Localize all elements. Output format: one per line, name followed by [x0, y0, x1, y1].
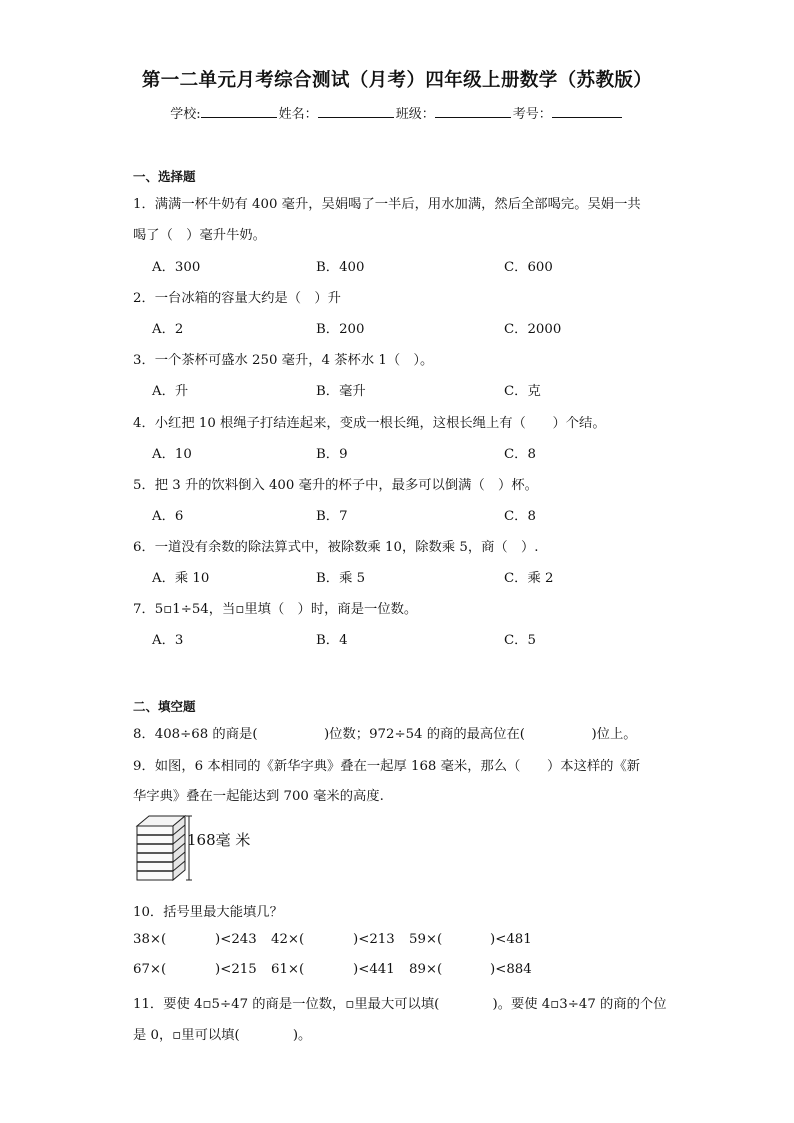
class-blank[interactable]	[435, 105, 511, 118]
id-blank[interactable]	[552, 105, 622, 118]
section-heading-choice: 一、选择题	[133, 169, 196, 184]
question-7: 7．5▫1÷54，当▫里填（ ）时，商是一位数。	[133, 602, 418, 617]
question-3-options	[152, 380, 712, 398]
question-8: 8．408÷68 的商是( )位数；972÷54 的商的最高位在( )位上。	[133, 727, 637, 742]
question-1-options	[152, 256, 712, 274]
option-b[interactable]: B．400	[316, 260, 365, 275]
expr-suffix: )<215	[215, 962, 257, 977]
question-1-line-2: 喝了（ ）毫升牛奶。	[133, 228, 266, 243]
question-5-options	[152, 505, 712, 523]
question-10-row-1	[133, 932, 693, 950]
student-info-line	[0, 103, 794, 122]
school-blank[interactable]	[201, 105, 277, 118]
id-label: 考号：	[512, 107, 552, 122]
question-9-line-2: 华字典》叠在一起能达到 700 毫米的高度.	[133, 789, 384, 804]
option-b[interactable]: B．7	[316, 509, 348, 524]
option-b[interactable]: B．9	[316, 447, 348, 462]
expr-suffix: )<243	[215, 932, 257, 947]
question-3: 3．一个茶杯可盛水 250 毫升，4 茶杯水 1（ ）。	[133, 353, 434, 368]
option-a[interactable]: A．乘 10	[152, 571, 210, 586]
question-2: 2．一台冰箱的容量大约是（ ）升	[133, 291, 341, 306]
expr-suffix: )<884	[490, 962, 532, 977]
question-11-line-1: 11．要使 4▫5÷47 的商是一位数，▫里最大可以填( )。要使 4▫3÷47 的商的个位	[133, 997, 667, 1012]
class-label: 班级：	[395, 107, 435, 122]
option-b[interactable]: B．4	[316, 633, 348, 648]
expr-prefix: 42×(	[271, 932, 305, 947]
question-10-row-2	[133, 962, 693, 980]
question-1-line-1: 1．满满一杯牛奶有 400 毫升，吴娟喝了一半后，用水加满，然后全部喝完。吴娟一共	[133, 197, 641, 212]
name-blank[interactable]	[318, 105, 394, 118]
expr-prefix: 61×(	[271, 962, 305, 977]
option-b[interactable]: B．200	[316, 322, 365, 337]
option-b[interactable]: B．乘 5	[316, 571, 366, 586]
question-6: 6．一道没有余数的除法算式中，被除数乘 10，除数乘 5，商（ ）.	[133, 540, 539, 555]
option-c[interactable]: C．8	[504, 509, 536, 524]
stacked-dictionaries-figure	[133, 812, 273, 882]
section-heading-fill: 二、填空题	[133, 699, 196, 714]
option-a[interactable]: A．2	[152, 322, 184, 337]
question-7-options	[152, 629, 712, 647]
question-6-options	[152, 567, 712, 585]
expr-prefix: 38×(	[133, 932, 167, 947]
option-a[interactable]: A．升	[152, 384, 189, 399]
question-2-options	[152, 318, 712, 336]
option-b[interactable]: B．毫升	[316, 384, 366, 399]
page-title: 第一二单元月考综合测试（月考）四年级上册数学（苏教版）	[141, 70, 653, 91]
expr-suffix: )<481	[490, 932, 532, 947]
expr-prefix: 89×(	[409, 962, 443, 977]
option-c[interactable]: C．乘 2	[504, 571, 554, 586]
option-c[interactable]: C．600	[504, 260, 553, 275]
question-11-line-2: 是 0，▫里可以填( )。	[133, 1028, 312, 1043]
option-c[interactable]: C．克	[504, 384, 541, 399]
option-a[interactable]: A．300	[152, 260, 201, 275]
expr-prefix: 59×(	[409, 932, 443, 947]
option-c[interactable]: C．8	[504, 447, 536, 462]
name-label: 姓名：	[278, 107, 318, 122]
option-a[interactable]: A．6	[152, 509, 184, 524]
expr-suffix: )<213	[353, 932, 395, 947]
question-9-line-1: 9．如图，6 本相同的《新华字典》叠在一起厚 168 毫米，那么（ ）本这样的《新	[133, 759, 641, 774]
option-c[interactable]: C．2000	[504, 322, 562, 337]
question-4-options	[152, 443, 712, 461]
expr-suffix: )<441	[353, 962, 395, 977]
expr-prefix: 67×(	[133, 962, 167, 977]
school-label: 学校:	[170, 107, 201, 122]
question-10-title: 10．括号里最大能填几？	[133, 905, 283, 920]
figure-height-label: 168毫 米	[187, 831, 251, 849]
question-4: 4．小红把 10 根绳子打结连起来，变成一根长绳，这根长绳上有（ ）个结。	[133, 416, 606, 431]
option-a[interactable]: A．10	[152, 447, 192, 462]
question-5: 5．把 3 升的饮料倒入 400 毫升的杯子中，最多可以倒满（ ）杯。	[133, 478, 538, 493]
option-c[interactable]: C．5	[504, 633, 536, 648]
option-a[interactable]: A．3	[152, 633, 184, 648]
